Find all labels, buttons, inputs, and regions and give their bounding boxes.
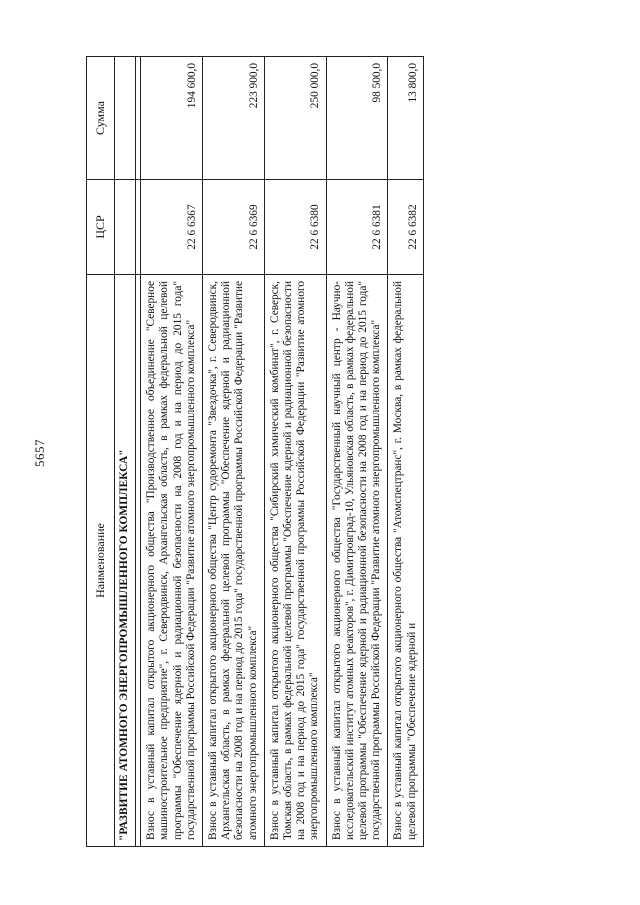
section-sum-empty xyxy=(115,57,136,180)
section-title: "РАЗВИТИЕ АТОМНОГО ЭНЕРГОПРОМЫШЛЕННОГО КОМПЛЕКСА" xyxy=(115,275,136,847)
section-csr-empty xyxy=(115,180,136,275)
header-csr: ЦСР xyxy=(87,180,115,275)
row-name: Взнос в уставный капитал открытого акционерного общества "Сибирский химический комбинат", г. Северск, Томская область, в рамках федеральной целевой программы "Обеспечение ядерной и радиационной безопасности на 2008 год и на период до 2015 года" государственной программы Российской Федерации "Развитие атомного энергопромышленного комплекса" xyxy=(264,275,326,847)
row-name: Взнос в уставный капитал открытого акционерного общества "Государственный научный центр - Научно-исследовательский институт атомных реакторов", г. Димитровград-10, Ульяновская область, в рамках федеральной целевой программы "Обеспечение ядерной и радиационной безопасности на 2008 год и на период до 2015 года" государственной программы Российской Федерации "Развитие атомного энергопромышленного комплекса" xyxy=(326,275,388,847)
row-csr: 22 6 6369 xyxy=(203,180,265,275)
header-sum: Сумма xyxy=(87,57,115,180)
table-row xyxy=(141,57,203,847)
row-sum: 13 800,0 xyxy=(388,57,423,180)
row-csr: 22 6 6380 xyxy=(264,180,326,275)
row-sum: 194 600,0 xyxy=(141,57,203,180)
row-csr: 22 6 6367 xyxy=(141,180,203,275)
table-row xyxy=(264,57,326,847)
page-number: 5657 xyxy=(32,439,47,467)
section-row xyxy=(115,57,136,847)
row-sum: 223 900,0 xyxy=(203,57,265,180)
row-csr: 22 6 6381 xyxy=(326,180,388,275)
table-row xyxy=(203,57,265,847)
row-name: Взнос в уставный капитал открытого акционерного общества "Производственное объединение "Северное машиностроительное предприятие", г. Северодвинск, Архангельская область, в рамках федеральной целевой программы "Обеспечение ядерной и радиационной безопасности на 2008 год и на период до 2015 года" государственной программы Российской Федерации "Развитие атомного энергопромышленного комплекса" xyxy=(141,275,203,847)
header-name: Наименование xyxy=(87,275,115,847)
rotated-page-content xyxy=(79,0,614,905)
row-name: Взнос в уставный капитал открытого акционерного общества "Атомспецтранс", г. Москва, в рамках федеральной целевой программы "Обеспечение ядерной и xyxy=(388,275,423,847)
table-row xyxy=(388,57,423,847)
row-name: Взнос в уставный капитал открытого акционерного общества "Центр судоремонта "Звездочка", г. Северодвинск, Архангельская область, в рамках федеральной целевой программы "Обеспечение ядерной и радиационной безопасности на 2008 год и на период до 2015 года" государственной программы Российской Федерации "Развитие атомного энергопромышленного комплекса" xyxy=(203,275,265,847)
row-csr: 22 6 6382 xyxy=(388,180,423,275)
row-sum: 98 500,0 xyxy=(326,57,388,180)
table-row xyxy=(326,57,388,847)
table-header-row xyxy=(87,57,115,847)
row-sum: 250 000,0 xyxy=(264,57,326,180)
budget-table xyxy=(86,56,424,847)
